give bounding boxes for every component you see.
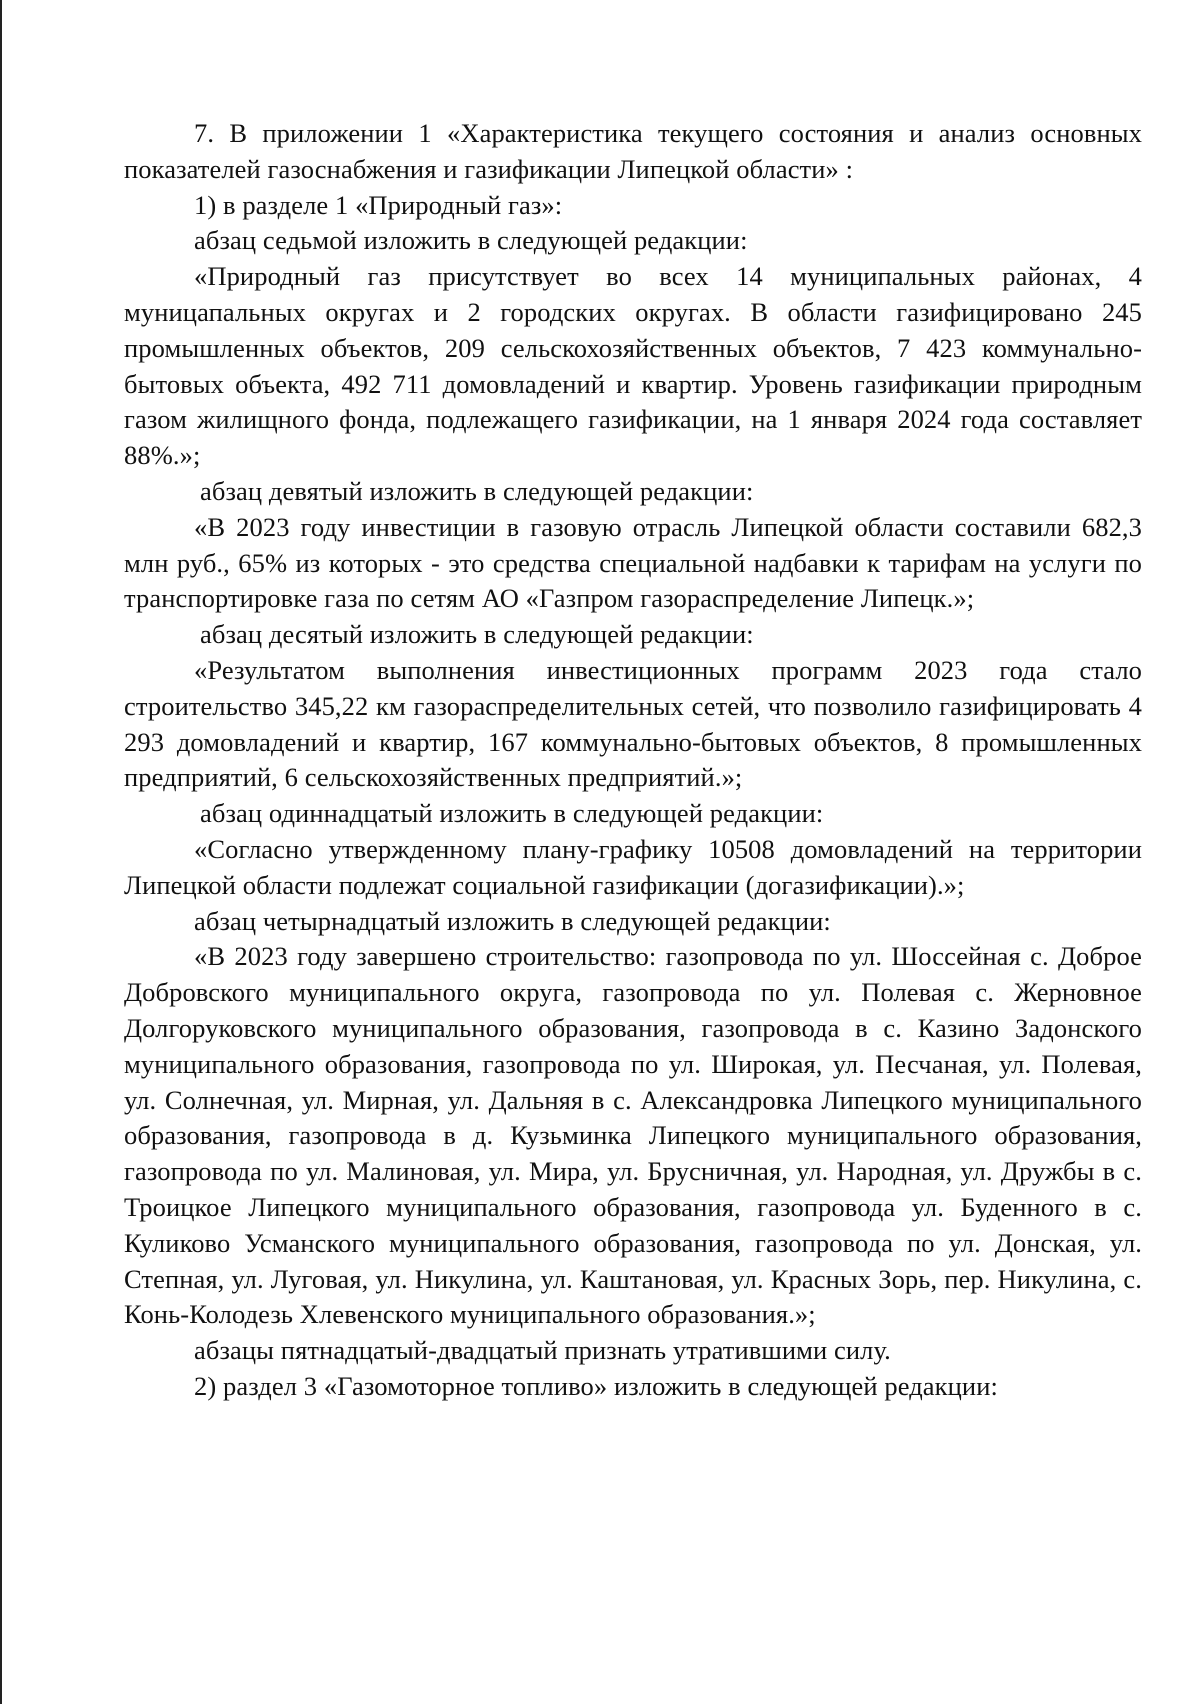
subitem-1-section-1: 1) в разделе 1 «Природный газ»: bbox=[194, 189, 563, 220]
quote-paragraph-10: «Результатом выполнения инвестиционных программ 2023 года стало строительство 345,22 км газораспределительных сетей, что позволило газифицировать 4 293 домовладений и квартир, 167 коммунально-бытовых объектов, 8 промышленных предприятий, 6 сельскохозяйственных предприятий.»; bbox=[124, 654, 1142, 793]
paragraphs-15-20-repealed: абзацы пятнадцатый-двадцатый признать утратившими силу. bbox=[194, 1335, 891, 1366]
instruction-paragraph-10: абзац десятый изложить в следующей редакции: bbox=[200, 619, 754, 650]
item-7-heading: 7. В приложении 1 «Характеристика текущего состояния и анализ основных показателей газоснабжения и газификации Липецкой области» : bbox=[124, 118, 1142, 184]
quote-paragraph-9: «В 2023 году инвестиции в газовую отрасль Липецкой области составили 682,3 млн руб., 65% из которых - это средства специальной надбавки к тарифам на услуги по транспортировке газа по сетям АО «Газпром газораспределение Липецк.»; bbox=[124, 511, 1142, 614]
subitem-2-section-3: 2) раздел 3 «Газомоторное топливо» изложить в следующей редакции: bbox=[194, 1370, 998, 1401]
document-body bbox=[124, 116, 1142, 1405]
page-left-edge bbox=[0, 0, 2, 1704]
instruction-paragraph-7: абзац седьмой изложить в следующей редакции: bbox=[194, 225, 748, 256]
quote-paragraph-7: «Природный газ присутствует во всех 14 муниципальных районах, 4 муницапальных округах и 2 городских округах. В области газифицировано 245 промышленных объектов, 209 сельскохозяйственных объектов, 7 423 коммунально-бытовых объекта, 492 711 домовладений и квартир. Уровень газификации природным газом жилищного фонда, подлежащего газификации, на 1 января 2024 года составляет 88%.»; bbox=[124, 261, 1142, 471]
instruction-paragraph-9: абзац девятый изложить в следующей редакции: bbox=[200, 475, 754, 506]
instruction-paragraph-11: абзац одиннадцатый изложить в следующей редакции: bbox=[200, 798, 824, 829]
quote-paragraph-11: «Согласно утвержденному плану-графику 10508 домовладений на территории Липецкой области подлежат социальной газификации (догазификации).»; bbox=[124, 833, 1142, 900]
quote-paragraph-14: «В 2023 году завершено строительство: газопровода по ул. Шоссейная с. Доброе Добровского муниципального округа, газопровода по ул. Полевая с. Жерновное Долгоруковского муниципального образования, газопровода в с. Казино Задонского муниципального образования, газопровода по ул. Широкая, ул. Песчаная, ул. Полевая, ул. Солнечная, ул. Мирная, ул. Дальняя в с. Александровка Липецкого муниципального образования, газопровода в д. Кузьминка Липецкого муниципального образования, газопровода по ул. Малиновая, ул. Мира, ул. Брусничная, ул. Народная, ул. Дружбы в с. Троицкое Липецкого муниципального образования, газопровода ул. Буденного в с. Куликово Усманского муниципального образования, газопровода по ул. Донская, ул. Степная, ул. Луговая, ул. Никулина, ул. Каштановая, ул. Красных Зорь, пер. Никулина, с. Конь-Колодезь Хлевенского муниципального образования.»; bbox=[124, 941, 1142, 1330]
instruction-paragraph-14: абзац четырнадцатый изложить в следующей редакции: bbox=[194, 905, 831, 936]
